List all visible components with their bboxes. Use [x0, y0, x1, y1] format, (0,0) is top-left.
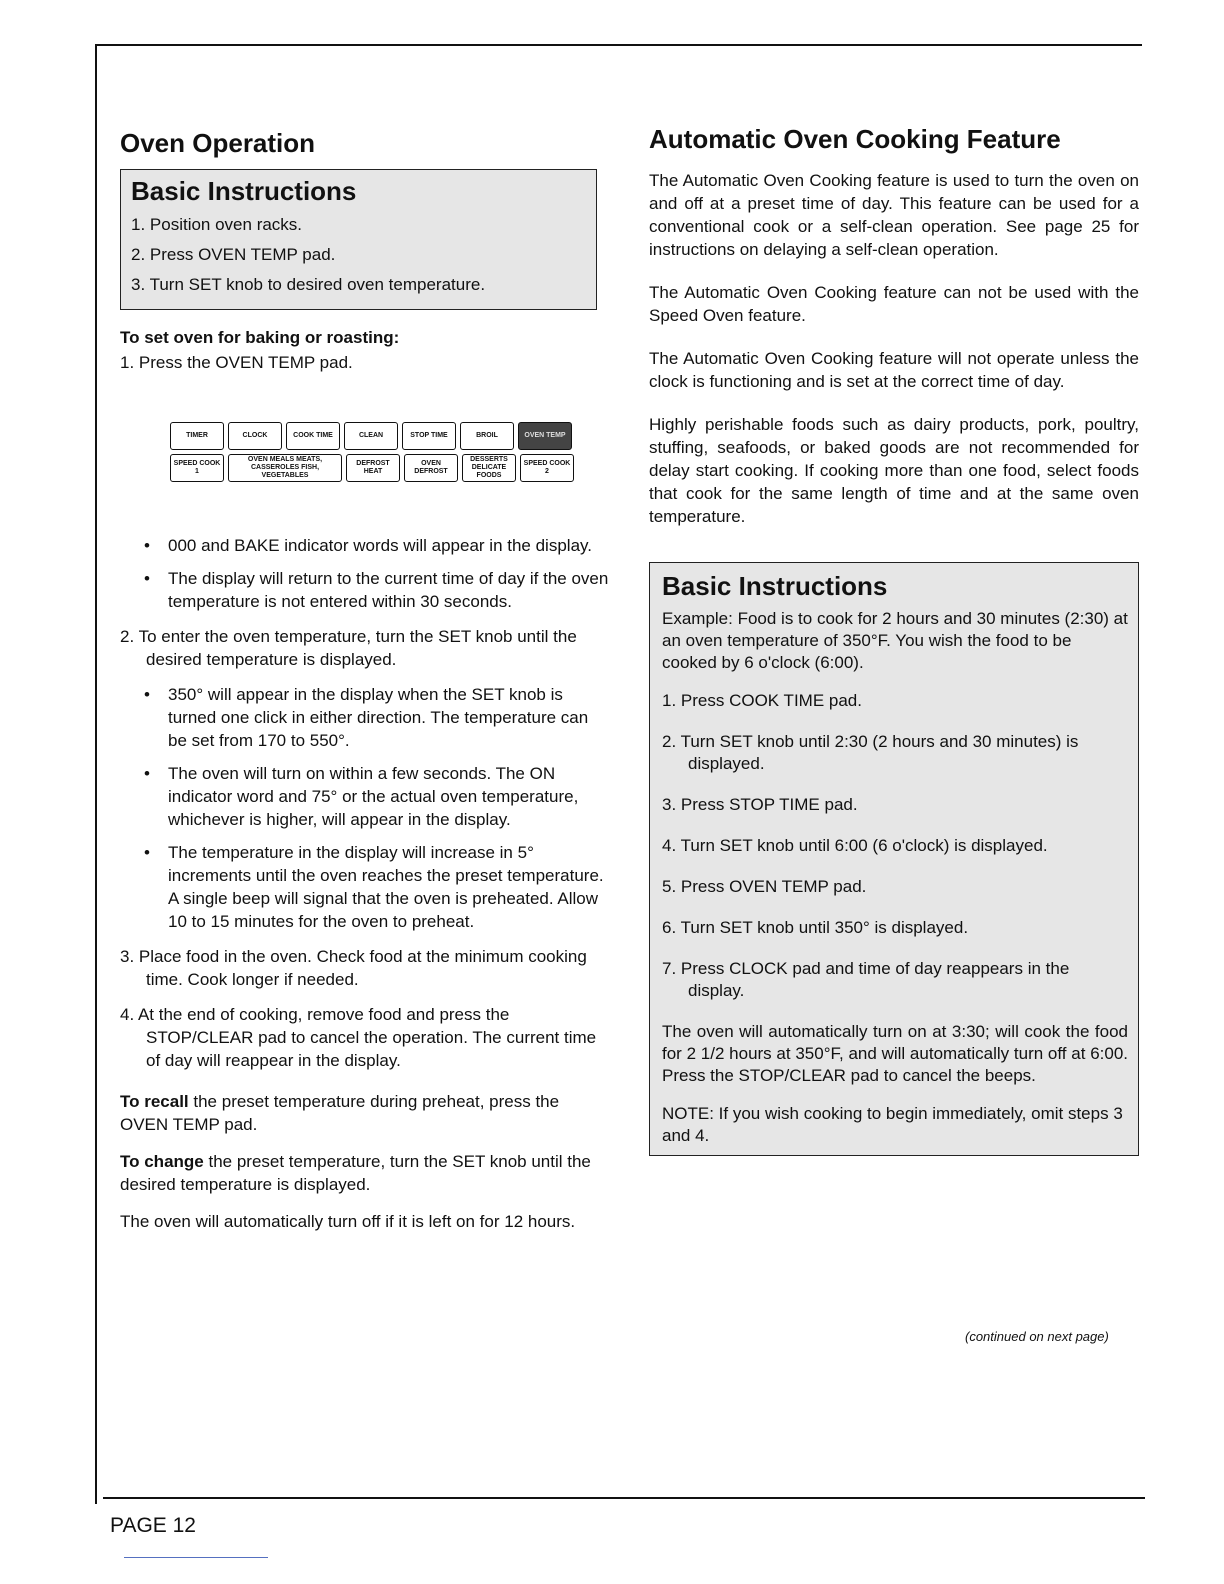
bullet-item: • 350° will appear in the display when the SET knob is turned one click in either direction. The temperature can be set from 170 to 550°. [144, 683, 610, 752]
intro-paragraph: Highly perishable foods such as dairy products, pork, poultry, stuffing, seafoods, or baked goods are not recommended for delay start cooking. If cooking more than one food, select foods that cook for the same length of time and at the same oven temperature. [649, 415, 1139, 526]
control-keypad-illustration [170, 422, 600, 482]
box-step: 5. Press OVEN TEMP pad. [662, 877, 867, 896]
step-2: 2. To enter the oven temperature, turn the SET knob until the desired temperature is displayed. [120, 627, 577, 669]
keypad-key: OVEN DEFROST [404, 454, 458, 482]
step-4: 4. At the end of cooking, remove food and press the STOP/CLEAR pad to cancel the operation. The current time of day will reappear in the display. [120, 1005, 597, 1070]
underline-mark [124, 1557, 268, 1558]
box-step: 6. Turn SET knob until 350° is displayed. [662, 918, 969, 937]
change-bold: To change [120, 1152, 204, 1171]
basic-instructions-box [120, 169, 597, 310]
intro-paragraph: The Automatic Oven Cooking feature will not operate unless the clock is functioning and is set at the correct time of day. [649, 349, 1139, 391]
keypad-row-1 [170, 422, 600, 450]
bullet-item: • The display will return to the current time of day if the oven temperature is not entered within 30 seconds. [144, 567, 610, 613]
intro-paragraph: The Automatic Oven Cooking feature is used to turn the oven on and off at a preset time of day. This feature can be used for a conventional cook or a self-clean operation. See page 25 for instructions on delaying a self-clean operation. [649, 171, 1139, 259]
box-step: 7. Press CLOCK pad and time of day reappears in the display. [662, 959, 1070, 1000]
keypad-key: COOK TIME [286, 422, 340, 450]
top-rule [95, 44, 1142, 46]
recall-paragraph [120, 1090, 610, 1136]
keypad-key: DESSERTS DELICATE FOODS [462, 454, 516, 482]
recall-bold: To recall [120, 1092, 189, 1111]
keypad-key: SPEED COOK 1 [170, 454, 224, 482]
subheading-baking: To set oven for baking or roasting: [120, 328, 400, 347]
box-step: 3. Press STOP TIME pad. [662, 795, 858, 814]
bullet-list-1 [120, 534, 610, 613]
box-step: 4. Turn SET knob until 6:00 (6 o'clock) is displayed. [662, 836, 1048, 855]
bottom-rule [103, 1497, 1145, 1499]
left-column [120, 128, 610, 1247]
continued-label: (continued on next page) [965, 1329, 1109, 1344]
basic-instructions-box-right [649, 562, 1139, 1156]
bullet-list-2 [120, 683, 610, 933]
keypad-key: DEFROST HEAT [346, 454, 400, 482]
note-text: NOTE: If you wish cooking to begin immediately, omit steps 3 and 4. [662, 1104, 1123, 1145]
box-step: 1. Position oven racks. [131, 215, 303, 234]
bullet-item: • 000 and BAKE indicator words will appear in the display. [144, 534, 610, 557]
recall-text: the preset temperature during preheat, press the OVEN TEMP pad. [120, 1092, 560, 1134]
change-paragraph [120, 1150, 610, 1196]
section-title-oven-operation: Oven Operation [120, 128, 316, 158]
example-text: Example: Food is to cook for 2 hours and 30 minutes (2:30) at an oven temperature of 350°F. You wish the food to be cooked by 6 o'clock (6:00). [662, 609, 1128, 672]
keypad-key: BROIL [460, 422, 514, 450]
left-rule [95, 44, 97, 1504]
keypad-key: OVEN MEALS MEATS, CASSEROLES FISH, VEGETABLES [228, 454, 342, 482]
bullet-item: • The temperature in the display will increase in 5° increments until the oven reaches the preset temperature. A single beep will signal that the oven is preheated. Allow 10 to 15 minutes for the oven to preheat. [144, 841, 610, 933]
page-number: PAGE 12 [110, 1514, 196, 1537]
change-text: the preset temperature, turn the SET knob until the desired temperature is displayed. [120, 1152, 591, 1194]
right-column [649, 124, 1139, 1156]
box-step: 3. Turn SET knob to desired oven temperature. [131, 275, 486, 294]
box-heading: Basic Instructions [131, 176, 357, 206]
intro-paragraph: The Automatic Oven Cooking feature can not be used with the Speed Oven feature. [649, 283, 1139, 325]
auto-off-paragraph: The oven will automatically turn off if it is left on for 12 hours. [120, 1212, 576, 1231]
keypad-row-2 [170, 454, 600, 482]
bullet-item: • The oven will turn on within a few seconds. The ON indicator word and 75° or the actual oven temperature, whichever is higher, will appear in the display. [144, 762, 610, 831]
keypad-key: CLEAN [344, 422, 398, 450]
box-step: 2. Turn SET knob until 2:30 (2 hours and 30 minutes) is displayed. [662, 732, 1079, 773]
summary-text: The oven will automatically turn on at 3:30; will cook the food for 2 1/2 hours at 350°F, and will automatically turn off at 6:00. Press the STOP/CLEAR pad to cancel the beeps. [662, 1022, 1128, 1085]
keypad-key: CLOCK [228, 422, 282, 450]
keypad-key: STOP TIME [402, 422, 456, 450]
step-3: 3. Place food in the oven. Check food at the minimum cooking time. Cook longer if needed. [120, 947, 587, 989]
step-1: 1. Press the OVEN TEMP pad. [120, 353, 353, 372]
box-step: 1. Press COOK TIME pad. [662, 691, 862, 710]
box-heading: Basic Instructions [662, 571, 888, 601]
keypad-key: TIMER [170, 422, 224, 450]
box-step: 2. Press OVEN TEMP pad. [131, 245, 336, 264]
section-title-automatic-cooking: Automatic Oven Cooking Feature [649, 124, 1061, 154]
keypad-key-oven-temp: OVEN TEMP [518, 422, 572, 450]
keypad-key: SPEED COOK 2 [520, 454, 574, 482]
